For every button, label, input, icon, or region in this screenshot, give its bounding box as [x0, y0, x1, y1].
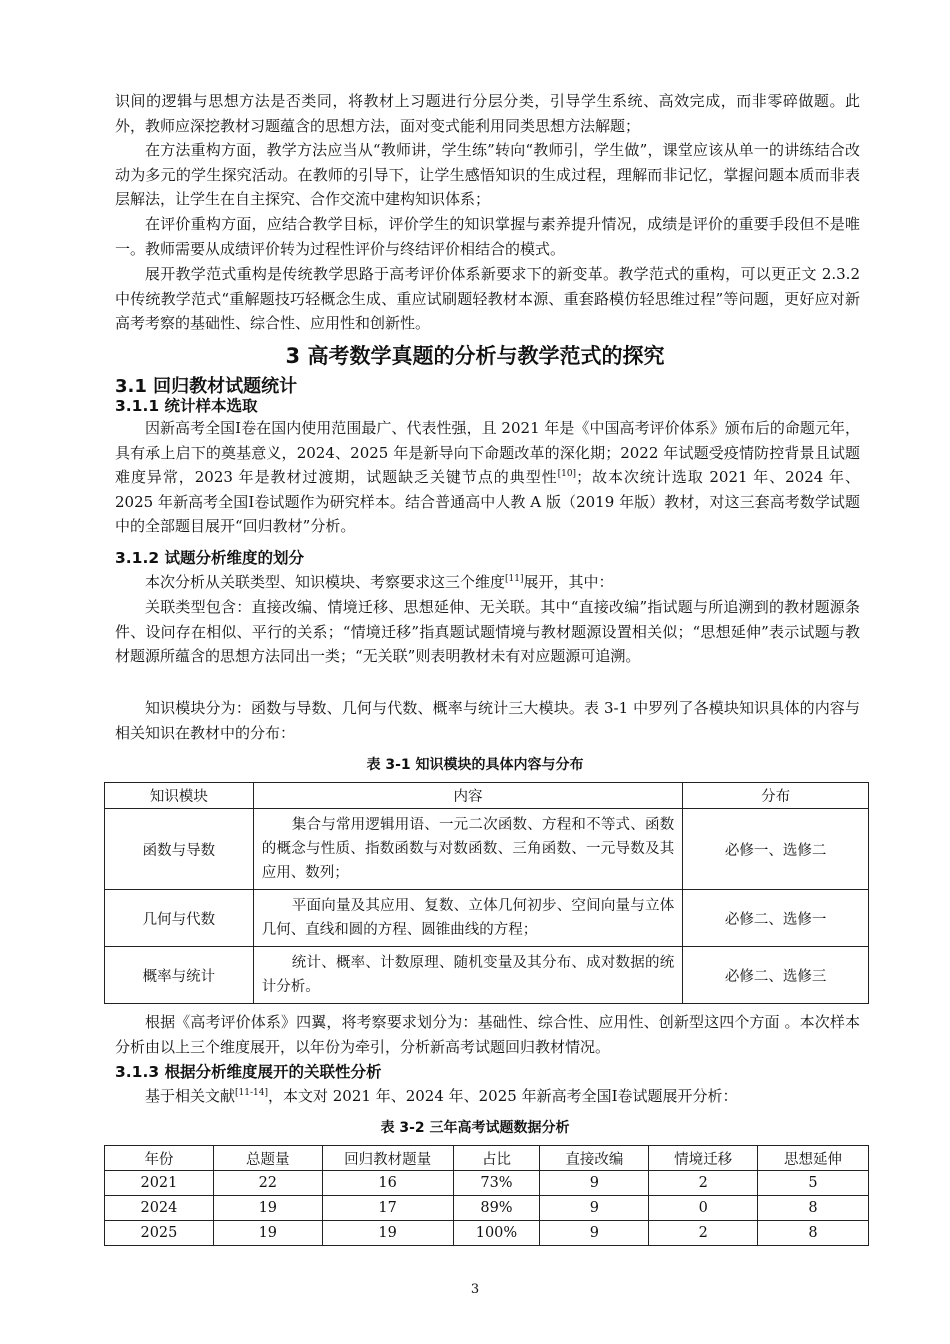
- paragraph-paradigm-reconstruction: 展开教学范式重构是传统教学思路于高考评价体系新要求下的新变革。教学范式的重构，可以更正文 2.3.2 中传统教学范式“重解题技巧轻概念生成、重应试刷题轻教材本源、重套路模仿轻思维过程”等问题，更好应对新高考考察的基础性、综合性、应用性和创新性。: [115, 265, 860, 332]
- table-cell: 19: [213, 1221, 322, 1246]
- paragraph-knowledge-modules: 知识模块分为：函数与导数、几何与代数、概率与统计三大模块。表 3-1 中罗列了各模块知识具体的内容与相关知识在教材中的分布：: [115, 699, 860, 742]
- paragraph-continuation: 识间的逻辑与思想方法是否类同，将教材上习题进行分层分类，引导学生系统、高效完成，而非零碎做题。此外，教师应深挖教材习题蕴含的思想方法，面对变式能利用同类思想方法解题；: [115, 92, 860, 135]
- table-3-1: [104, 782, 869, 1004]
- paragraph-analysis-basis: 基于相关文献[11-14]，本文对 2021 年、2024 年、2025 年新高考全国Ⅰ卷试题展开分析：: [145, 1087, 738, 1105]
- paragraph-dimensions: 本次分析从关联类型、知识模块、考察要求这三个维度[11]展开，其中：: [145, 573, 614, 591]
- citation: [10]: [557, 469, 577, 479]
- table-cell-distribution: 必修二、选修三: [683, 947, 869, 1004]
- paragraph-association-types: 关联类型包含：直接改编、情境迁移、思想延伸、无关联。其中“直接改编”指试题与所追溯到的教材题源条件、设问存在相似、平行的关系；“情境迁移”指真题试题情境与教材题源设置相关似；“思想延伸”表示试题与教材题源所蕴含的思想方法同出一类；“无关联”则表明教材未有对应题源可追溯。: [115, 598, 860, 665]
- table-cell: 2: [649, 1221, 758, 1246]
- table-cell: 9: [540, 1171, 649, 1196]
- table-cell: 9: [540, 1221, 649, 1246]
- table-cell-content: 平面向量及其应用、复数、立体几何初步、空间向量与立体几何、直线和圆的方程、圆锥曲线的方程；: [253, 890, 682, 947]
- subsection-heading-3-1-1: 3.1.1 统计样本选取: [115, 397, 258, 415]
- page-number: 3: [470, 1282, 480, 1297]
- table-header-cell: 总题量: [213, 1146, 322, 1171]
- table-3-2: [104, 1145, 869, 1246]
- table-cell-module: 函数与导数: [105, 809, 254, 890]
- table-cell: 17: [322, 1196, 453, 1221]
- table-cell: 8: [758, 1196, 869, 1221]
- table-header-cell: 内容: [253, 783, 682, 809]
- table-cell-content: 统计、概率、计数原理、随机变量及其分布、成对数据的统计分析。: [253, 947, 682, 1004]
- table-cell: 2: [649, 1171, 758, 1196]
- table-header-cell: 知识模块: [105, 783, 254, 809]
- citation: [11-14]: [235, 1088, 268, 1098]
- table-3-2-caption: 表 3-2 三年高考试题数据分析: [380, 1120, 570, 1136]
- citation: [11]: [505, 574, 524, 584]
- table-row: [105, 1221, 869, 1246]
- table-header-cell: 情境迁移: [649, 1146, 758, 1171]
- subsection-heading-3-1-2: 3.1.2 试题分析维度的划分: [115, 549, 305, 567]
- table-header-row: [105, 1146, 869, 1171]
- table-cell: 19: [322, 1221, 453, 1246]
- table-header-row: [105, 783, 869, 809]
- section-heading-3-1: 3.1 回归教材试题统计: [115, 376, 298, 397]
- paragraph-sample-selection: 因新高考全国Ⅰ卷在国内使用范围最广、代表性强，且 2021 年是《中国高考评价体系》颁布后的命题元年，具有承上启下的奠基意义，2024、2025 年是新导向下命题改革的深化期；2022 年试题受疫情防控背景且试题难度异常，2023 年是教材过渡期，试题缺乏关键节点的典型性[10]；故本次统计选取 2021 年、2024 年、2025 年新高考全国Ⅰ卷试题作为研究样本。结合普通高中人教 A 版（2019 年版）教材，对这三套高考数学试题中的全部题目展开“回归教材”分析。: [115, 419, 860, 535]
- table-cell-distribution: 必修一、选修二: [683, 809, 869, 890]
- table-header-cell: 直接改编: [540, 1146, 649, 1171]
- subsection-heading-3-1-3: 3.1.3 根据分析维度展开的关联性分析: [115, 1063, 382, 1081]
- paragraph-method-reconstruction: 在方法重构方面，教学方法应当从“教师讲，学生练”转向“教师引，学生做”，课堂应该从单一的讲练结合改动为多元的学生探究活动。在教师的引导下，让学生感悟知识的生成过程，理解而非记忆，掌握问题本质而非表层解法，让学生在自主探究、合作交流中建构知识体系；: [115, 141, 860, 208]
- table-cell: 8: [758, 1221, 869, 1246]
- table-header-cell: 年份: [105, 1146, 214, 1171]
- table-row: [105, 947, 869, 1004]
- table-row: [105, 1171, 869, 1196]
- table-cell: 2024: [105, 1196, 214, 1221]
- table-header-cell: 分布: [683, 783, 869, 809]
- paragraph-exam-requirements: 根据《高考评价体系》四翼，将考察要求划分为：基础性、综合性、应用性、创新型这四个方面 。本次样本分析由以上三个维度展开，以年份为牵引，分析新高考试题回归教材情况。: [115, 1013, 860, 1056]
- table-cell-module: 几何与代数: [105, 890, 254, 947]
- table-cell: 73%: [453, 1171, 540, 1196]
- table-cell-distribution: 必修二、选修一: [683, 890, 869, 947]
- table-row: [105, 890, 869, 947]
- table-row: [105, 809, 869, 890]
- table-header-cell: 占比: [453, 1146, 540, 1171]
- table-cell: 100%: [453, 1221, 540, 1246]
- table-cell: 22: [213, 1171, 322, 1196]
- chapter-heading: 3 高考数学真题的分析与教学范式的探究: [285, 344, 665, 368]
- table-cell-content: 集合与常用逻辑用语、一元二次函数、方程和不等式、函数的概念与性质、指数函数与对数函数、三角函数、一元导数及其应用、数列；: [253, 809, 682, 890]
- table-cell-module: 概率与统计: [105, 947, 254, 1004]
- table-cell: 89%: [453, 1196, 540, 1221]
- table-cell: 16: [322, 1171, 453, 1196]
- table-header-cell: 回归教材题量: [322, 1146, 453, 1171]
- table-header-cell: 思想延伸: [758, 1146, 869, 1171]
- table-cell: 9: [540, 1196, 649, 1221]
- table-cell: 19: [213, 1196, 322, 1221]
- table-cell: 2025: [105, 1221, 214, 1246]
- paragraph-evaluation-reconstruction: 在评价重构方面，应结合教学目标，评价学生的知识掌握与素养提升情况，成绩是评价的重要手段但不是唯一。教师需要从成绩评价转为过程性评价与终结评价相结合的模式。: [115, 215, 860, 258]
- table-3-1-caption: 表 3-1 知识模块的具体内容与分布: [366, 757, 584, 773]
- table-cell: 5: [758, 1171, 869, 1196]
- table-cell: 2021: [105, 1171, 214, 1196]
- table-cell: 0: [649, 1196, 758, 1221]
- table-row: [105, 1196, 869, 1221]
